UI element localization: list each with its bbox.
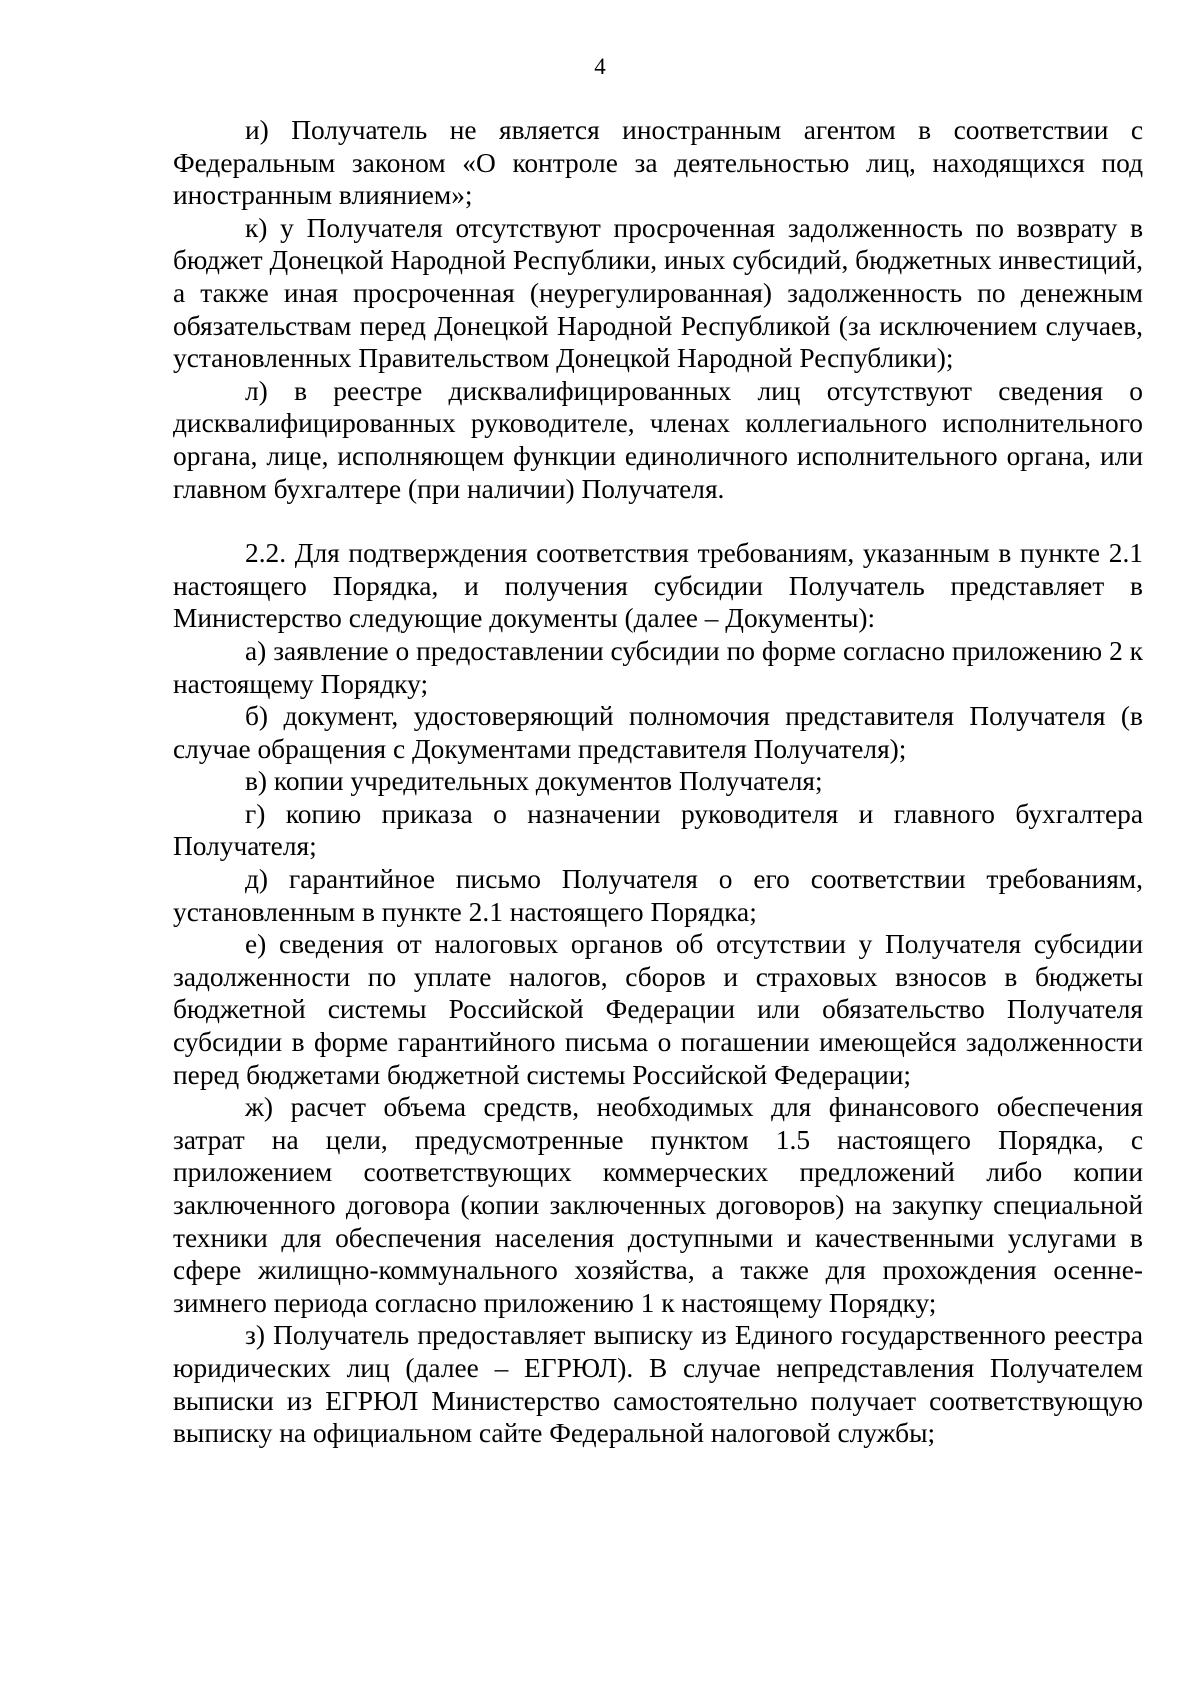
document-body [173,114,1143,1450]
paragraph-zh: ж) расчет объема средств, необходимых для финансового обеспечения затрат на цели, предусмотренные пунктом 1.5 настоящего Порядка, с приложением соответствующих коммерческих предложений либо копии заключенного договора (копии заключенных договоров) на закупку специальной техники для обеспечения населения доступными и качественными услугами в сфере жилищно-коммунального хозяйства, а также для прохождения осенне-зимнего периода согласно приложению 1 к настоящему Порядку; [173,1092,1143,1318]
page-number: 4 [594,54,606,79]
paragraph-l: л) в реестре дисквалифицированных лиц отсутствуют сведения о дисквалифицированных руководителе, членах коллегиального исполнительного органа, лице, исполняющем функции единоличного исполнительного органа, или главном бухгалтере (при наличии) Получателя. [173,375,1143,504]
paragraph-a: а) заявление о предоставлении субсидии по форме согласно приложению 2 к настоящему Порядку; [173,635,1143,699]
paragraph-d: д) гарантийное письмо Получателя о его соответствии требованиям, установленным в пункте 2.1 настоящего Порядка; [173,864,1143,927]
paragraph-e: е) сведения от налоговых органов об отсутствии у Получателя субсидии задолженности по уплате налогов, сборов и страховых взносов в бюджеты бюджетной системы Российской Федерации или обязательство Получателя субсидии в форме гарантийного письма о погашении имеющейся задолженности перед бюджетами бюджетной системы Российской Федерации; [173,929,1143,1090]
paragraph-v: в) копии учредительных документов Получателя; [245,766,823,797]
paragraph-2-2: 2.2. Для подтверждения соответствия требованиям, указанным в пункте 2.1 настоящего Порядка, и получения субсидии Получатель представляет в Министерство следующие документы (далее – Документы): [173,538,1143,634]
paragraph-b: б) документ, удостоверяющий полномочия представителя Получателя (в случае обращения с Документами представителя Получателя); [173,701,1143,764]
paragraph-k: к) у Получателя отсутствуют просроченная задолженность по возврату в бюджет Донецкой Народной Республики, иных субсидий, бюджетных инвестиций, а также иная просроченная (неурегулированная) задолженность по денежным обязательствам перед Донецкой Народной Республикой (за исключением случаев, установленных Правительством Донецкой Народной Республики); [173,212,1143,374]
section-gap [173,505,1143,537]
paragraph-i: и) Получатель не является иностранным агентом в соответствии с Федеральным законом «О контроле за деятельностью лиц, находящихся под иностранным влиянием»; [173,115,1143,211]
paragraph-g: г) копию приказа о назначении руководителя и главного бухгалтера Получателя; [173,798,1143,862]
paragraph-z: з) Получатель предоставляет выписку из Единого государственного реестра юридических лиц (далее – ЕГРЮЛ). В случае непредставления Получателем выписки из ЕГРЮЛ Министерство самостоятельно получает соответствующую выписку на официальном сайте Федеральной налоговой службы; [173,1320,1143,1449]
